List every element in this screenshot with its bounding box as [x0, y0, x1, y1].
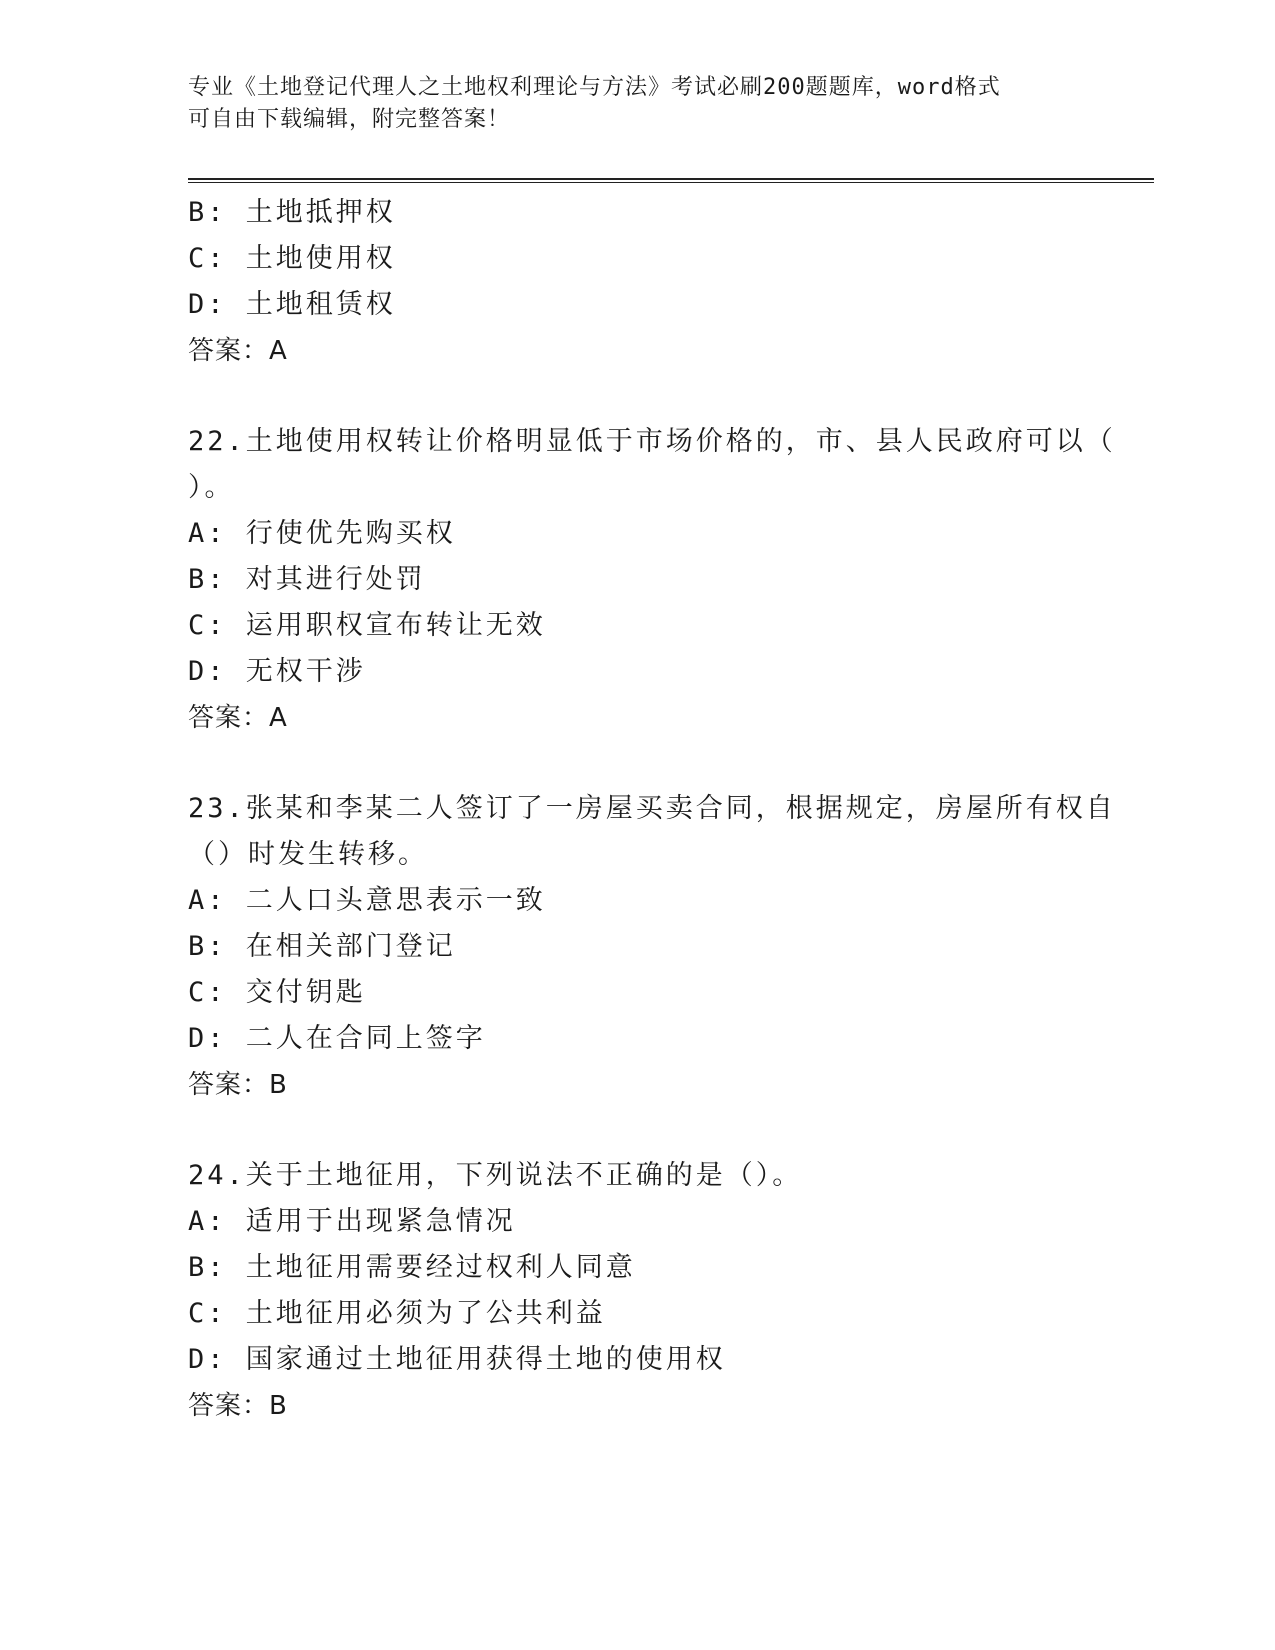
option-d: D: 无权干涉	[188, 656, 366, 687]
answer-line: 答案：A	[188, 703, 288, 733]
spacer	[188, 1108, 1088, 1153]
option-c: C: 土地使用权	[188, 243, 396, 274]
header-title-line: 专业《土地登记代理人之土地权利理论与方法》考试必刷200题题库，word格式	[188, 75, 1001, 100]
question-stem: 24.关于土地征用，下列说法不正确的是（）。	[188, 1160, 803, 1191]
answer-line: 答案：A	[188, 336, 288, 366]
option-b: B: 对其进行处罚	[188, 564, 426, 595]
spacer	[188, 374, 1088, 419]
option-b: B: 在相关部门登记	[188, 931, 456, 962]
header-subtitle-line: 可自由下载编辑，附完整答案！	[188, 107, 511, 132]
option-a: A: 适用于出现紧急情况	[188, 1206, 516, 1237]
question-stem: 23.张某和李某二人签订了一房屋买卖合同，根据规定，房屋所有权自	[188, 793, 1116, 824]
question-block-previous	[188, 190, 1088, 374]
option-a: A: 行使优先购买权	[188, 518, 456, 549]
option-c: C: 交付钥匙	[188, 977, 366, 1008]
option-d: D: 二人在合同上签字	[188, 1023, 486, 1054]
option-d: D: 土地租赁权	[188, 289, 396, 320]
header-divider	[188, 178, 1154, 183]
option-d: D: 国家通过土地征用获得土地的使用权	[188, 1344, 726, 1375]
question-block-24	[188, 1153, 1088, 1429]
option-c: C: 土地征用必须为了公共利益	[188, 1298, 606, 1329]
option-b: B: 土地征用需要经过权利人同意	[188, 1252, 636, 1283]
option-a: A: 二人口头意思表示一致	[188, 885, 546, 916]
answer-line: 答案：B	[188, 1391, 288, 1421]
question-stem: 22.土地使用权转让价格明显低于市场价格的，市、县人民政府可以（	[188, 426, 1116, 457]
option-b: B: 土地抵押权	[188, 197, 396, 228]
question-block-23	[188, 786, 1116, 1108]
option-c: C: 运用职权宣布转让无效	[188, 610, 546, 641]
document-header	[188, 72, 1088, 136]
question-stem-continuation: （）时发生转移。	[188, 839, 428, 870]
spacer	[188, 741, 1088, 786]
question-block-22	[188, 419, 1116, 741]
answer-line: 答案：B	[188, 1070, 288, 1100]
question-stem-continuation: ）。	[188, 472, 235, 503]
question-list	[188, 190, 1116, 1429]
